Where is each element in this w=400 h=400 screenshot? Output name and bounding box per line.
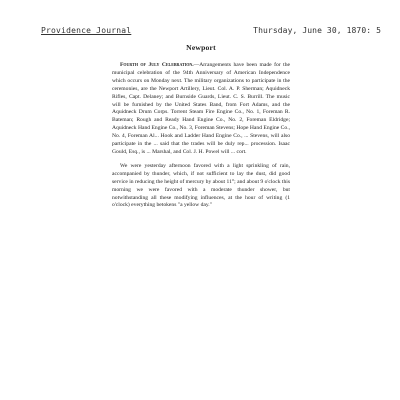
article-paragraph [112,163,290,210]
paragraph-lead: Fourth of July Celebration. [120,62,194,68]
article-paragraph [112,62,290,157]
paragraph-text: We were yesterday afternoon favored with a light sprinkling of rain, accompanied by thunder, which, if not sufficient to lay the dust, did good service in reducing the height of mercury by about 11°; and about 9 o'clock this morning we were favored with a moderate thunder shower, but notwithstanding all these modifying influences, at the hour of writing (1 o'clock) everything betokens "a yellow day." [112,162,290,209]
publication-name: Providence Journal [41,26,132,35]
newspaper-clipping [112,38,290,320]
paragraph-text: —Arrangements have been made for the municipal celebration of the 94th Anniversary of American Independence which occurs on Monday next. The military organizations to participate in the ceremonies, are the Newport Artillery, Lieut. Col. A. P. Sherman; Aquidneck Rifles, Capt. Delaney; and Burnside Guards, Lieut. C. S. Burrill. The music will be furnished by the United States Band, from Fort Adams, and the Aquidneck Drum Corps. Torrent Steam Fire Engine Co., No. 1, Foreman R. Bateman; Rough and Ready Hand Engine Co., No. 2, Foreman Eldridge; Aquidneck Hand Engine Co., No. 3, Foreman Stevens; Hope Hand Engine Co., No. 4, Foreman Al... Hook and Ladder Hand Engine Co., ... Stevens, will also participate in the ... said that the trades will be duly rep... procession. Isaac Gould, Esq., is ... Marshal, and Col. J. H. Powel will ... cort. [112,62,290,155]
article-title: Newport [186,43,216,52]
article-body [112,62,290,210]
publication-date: Thursday, June 30, 1870: 5 [253,26,381,35]
